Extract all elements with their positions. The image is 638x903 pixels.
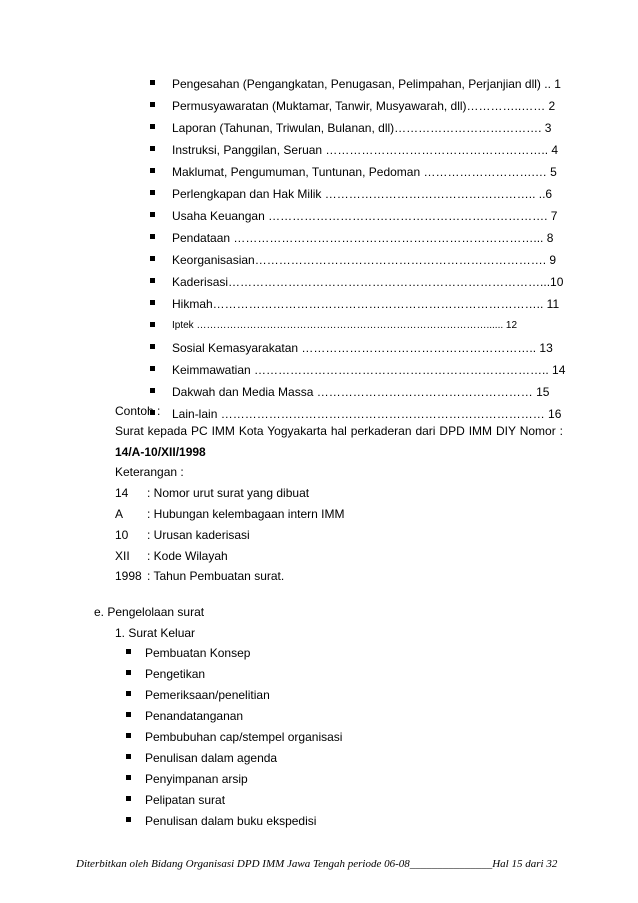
keterangan-row: 1998 : Tahun Pembuatan surat.: [115, 569, 285, 583]
list-item: Maklumat, Pengumuman, Tuntunan, Pedoman ……………………….… 5: [150, 165, 570, 187]
category-list: [150, 77, 570, 429]
square-bullet-icon: [126, 817, 131, 822]
nomor-surat: 14/A-10/XII/1998: [115, 445, 206, 459]
subsection-heading: 1. Surat Keluar: [115, 626, 196, 640]
square-bullet-icon: [150, 366, 155, 371]
document-page: Pengesahan (Pengangkatan, Penugasan, Pelimpahan, Perjanjian dll) .. 1 Permusyawaratan (Muktamar, Tanwir, Musyawarah, dll)…………..…… 2 Laporan (Tahunan, Triwulan, Bulanan, dll)………………………………. 3 Instruksi, Panggilan, Seruan ……………………………………………….. 4 Maklumat, Pengumuman, Tuntunan, Pedoman ……………………….… 5 Perlengkapan dan Hak Milik …………………………………………….. ..6 Usaha Keuangan ……………………………………………………………. 7 Pendataan …………………………………………………………………... 8 Keorganisasian………………………………………………………………. 9 Kaderisasi……………………………………………………………………...10 Hikmah……………………………………………………………………….. 11 Iptek ……………………………………………………………………………...... 12 Sosial Kemasyarakatan ………………………………………………….. 13 Keimmawatian ……………………………………………………………….. 14 Dakwah dan Media Massa ……………………………………………… 15 Lain-lain ……………………………………………………………………… 16 Contoh : Surat kepada PC IMM Kota Yogyakarta hal perkaderan dari DPD IMM DIY Nomor : 14/A-10/XII/1998 Keterangan : 14 : Nomor urut surat yang dibuat A : Hubungan kelembagaan intern IMM 10 : Urusan kaderisasi XII : Kode Wilayah 1998 : Tahun Pembuatan surat. e. Pengelolaan surat 1. Surat Keluar Pembuatan Konsep Pengetikan Pemeriksaan/penelitian Penandatanganan Pembubuhan cap/stempel organisasi Penulisan dalam agenda Penyimpanan arsip Pelipatan surat Penulisan dalam buku ekspedisi Diterbitkan oleh Bidang Organisasi DPD IMM Jawa Tengah periode 06-08_______________Hal 15 dari 32: [0, 0, 638, 903]
list-item: Lain-lain ……………………………………………………………………… 16: [150, 407, 570, 429]
contoh-text: Surat kepada PC IMM Kota Yogyakarta hal perkaderan dari DPD IMM DIY Nomor :: [115, 424, 563, 438]
square-bullet-icon: [126, 775, 131, 780]
square-bullet-icon: [150, 80, 155, 85]
square-bullet-icon: [126, 733, 131, 738]
list-item: Permusyawaratan (Muktamar, Tanwir, Musyawarah, dll)…………..…… 2: [150, 99, 570, 121]
square-bullet-icon: [126, 712, 131, 717]
keterangan-label: Keterangan :: [115, 465, 184, 479]
list-item: Hikmah……………………………………………………………………….. 11: [150, 297, 570, 319]
square-bullet-icon: [126, 670, 131, 675]
section-heading: e. Pengelolaan surat: [94, 605, 205, 619]
square-bullet-icon: [150, 168, 155, 173]
square-bullet-icon: [150, 344, 155, 349]
square-bullet-icon: [150, 278, 155, 283]
list-item: Pendataan …………………………………………………………………... 8: [150, 231, 570, 253]
square-bullet-icon: [126, 754, 131, 759]
list-item: Dakwah dan Media Massa ……………………………………………… 15: [150, 385, 570, 407]
square-bullet-icon: [150, 388, 155, 393]
square-bullet-icon: [150, 322, 155, 327]
list-item: Iptek ……………………………………………………………………………...... 12: [150, 319, 570, 341]
list-item: Usaha Keuangan ……………………………………………………………. 7: [150, 209, 570, 231]
list-item: Keorganisasian………………………………………………………………. 9: [150, 253, 570, 275]
square-bullet-icon: [150, 234, 155, 239]
square-bullet-icon: [126, 649, 131, 654]
list-item: Kaderisasi……………………………………………………………………...10: [150, 275, 570, 297]
square-bullet-icon: [150, 256, 155, 261]
keterangan-row: 10 : Urusan kaderisasi: [115, 528, 250, 542]
square-bullet-icon: [150, 212, 155, 217]
square-bullet-icon: [150, 124, 155, 129]
keterangan-row: A : Hubungan kelembagaan intern IMM: [115, 507, 345, 521]
square-bullet-icon: [150, 102, 155, 107]
square-bullet-icon: [150, 300, 155, 305]
list-item: Instruksi, Panggilan, Seruan ……………………………………………….. 4: [150, 143, 570, 165]
square-bullet-icon: [150, 190, 155, 195]
list-item: Sosial Kemasyarakatan ………………………………………………….. 13: [150, 341, 570, 363]
contoh-label: Contoh :: [115, 404, 161, 418]
list-item: Perlengkapan dan Hak Milik …………………………………………….. ..6: [150, 187, 570, 209]
page-footer: Diterbitkan oleh Bidang Organisasi DPD IMM Jawa Tengah periode 06-08_______________Hal 15 dari 32: [76, 858, 558, 870]
square-bullet-icon: [150, 146, 155, 151]
list-item: Keimmawatian ……………………………………………………………….. 14: [150, 363, 570, 385]
square-bullet-icon: [126, 691, 131, 696]
list-item: Laporan (Tahunan, Triwulan, Bulanan, dll)………………………………. 3: [150, 121, 570, 143]
keterangan-row: XII : Kode Wilayah: [115, 549, 228, 563]
keterangan-row: 14 : Nomor urut surat yang dibuat: [115, 486, 310, 500]
list-item: Pengesahan (Pengangkatan, Penugasan, Pelimpahan, Perjanjian dll) .. 1: [150, 77, 570, 99]
square-bullet-icon: [126, 796, 131, 801]
